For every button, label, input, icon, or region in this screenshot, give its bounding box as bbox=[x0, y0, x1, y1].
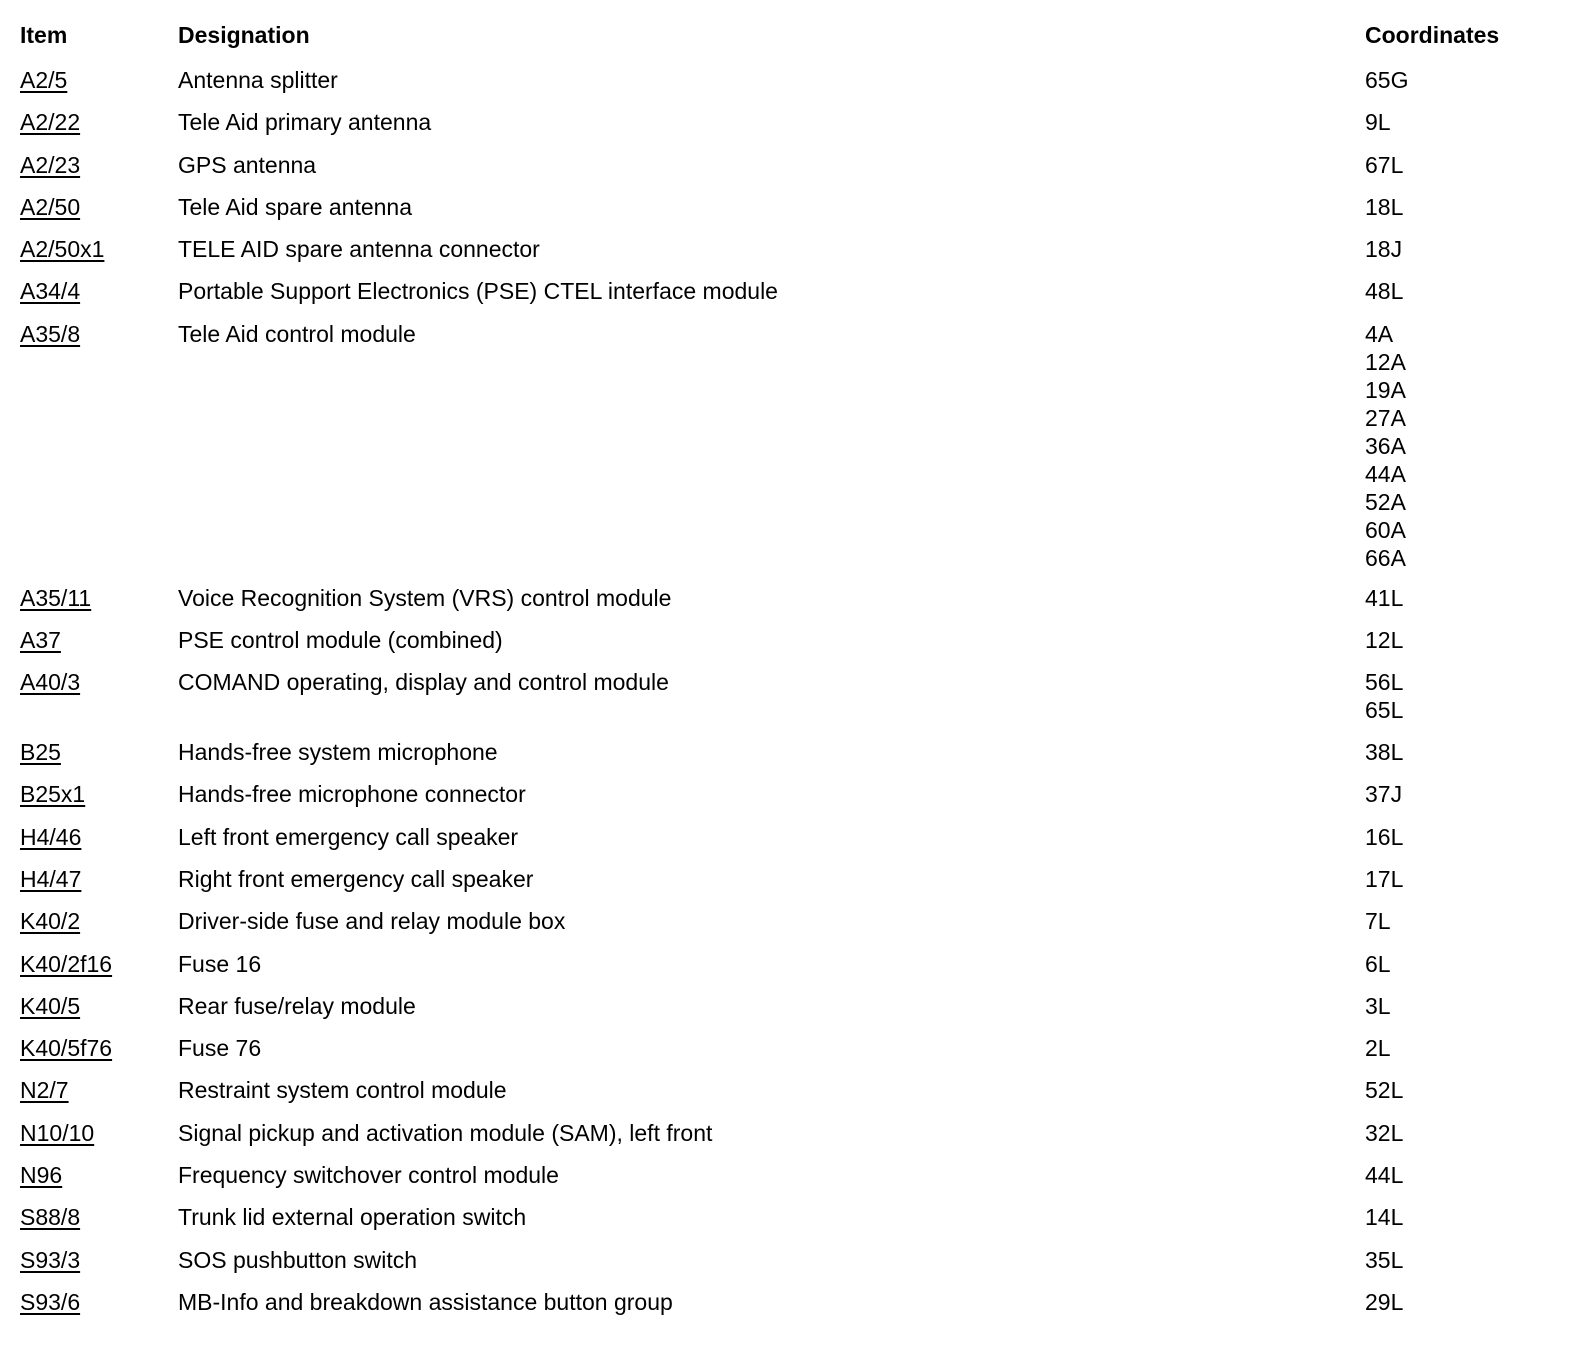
item-link[interactable]: A35/11 bbox=[20, 584, 92, 611]
item-link[interactable]: A2/50x1 bbox=[20, 236, 105, 263]
table-row bbox=[0, 108, 1584, 150]
table-row bbox=[0, 1161, 1584, 1203]
coordinates-cell bbox=[1365, 668, 1565, 724]
table-row bbox=[0, 277, 1584, 319]
designation-column-header: Designation bbox=[178, 22, 310, 48]
designation-cell: Tele Aid control module bbox=[178, 320, 416, 347]
coordinates-cell bbox=[1365, 151, 1565, 179]
coordinates-cell bbox=[1365, 584, 1565, 612]
designation-cell: Frequency switchover control module bbox=[178, 1162, 559, 1189]
designation-cell: TELE AID spare antenna connector bbox=[178, 236, 540, 263]
coordinate-value: 65L bbox=[1365, 697, 1404, 724]
designation-cell: Driver-side fuse and relay module box bbox=[178, 908, 566, 935]
table-row bbox=[0, 151, 1584, 193]
coordinate-value: 41L bbox=[1365, 584, 1404, 611]
coordinates-cell bbox=[1365, 950, 1565, 978]
table-row bbox=[0, 780, 1584, 822]
coordinates-cell bbox=[1365, 1076, 1565, 1104]
coordinate-value: 4A bbox=[1365, 320, 1394, 347]
item-link[interactable]: S93/3 bbox=[20, 1246, 81, 1273]
table-header-row bbox=[0, 22, 1584, 66]
coordinate-value: 29L bbox=[1365, 1288, 1404, 1315]
coordinate-value: 18L bbox=[1365, 193, 1404, 220]
coordinates-cell bbox=[1365, 907, 1565, 935]
item-link[interactable]: A35/8 bbox=[20, 320, 81, 347]
coordinate-value: 36A bbox=[1365, 432, 1406, 459]
table-row bbox=[0, 823, 1584, 865]
item-link[interactable]: A34/4 bbox=[20, 278, 81, 305]
coordinate-value: 32L bbox=[1365, 1119, 1404, 1146]
table-row bbox=[0, 668, 1584, 738]
item-link[interactable]: H4/46 bbox=[20, 823, 82, 850]
coordinate-value: 2L bbox=[1365, 1035, 1391, 1062]
item-link[interactable]: A2/50 bbox=[20, 193, 81, 220]
designation-cell: SOS pushbutton switch bbox=[178, 1246, 418, 1273]
item-link[interactable]: H4/47 bbox=[20, 865, 82, 892]
designation-cell: Right front emergency call speaker bbox=[178, 865, 534, 892]
coordinates-cell bbox=[1365, 1161, 1565, 1189]
designation-cell: Tele Aid spare antenna bbox=[178, 193, 413, 220]
coordinate-value: 44A bbox=[1365, 460, 1406, 487]
item-link[interactable]: B25x1 bbox=[20, 781, 86, 808]
coordinates-cell bbox=[1365, 320, 1565, 572]
table-row bbox=[0, 738, 1584, 780]
coordinates-cell bbox=[1365, 780, 1565, 808]
coordinate-value: 38L bbox=[1365, 739, 1404, 766]
designation-cell: Voice Recognition System (VRS) control module bbox=[178, 584, 672, 611]
item-column-header: Item bbox=[20, 22, 68, 48]
designation-cell: Antenna splitter bbox=[178, 67, 338, 93]
designation-cell: Portable Support Electronics (PSE) CTEL interface module bbox=[178, 278, 778, 305]
designation-cell: MB-Info and breakdown assistance button group bbox=[178, 1288, 673, 1315]
coordinate-value: 6L bbox=[1365, 950, 1391, 977]
table-row bbox=[0, 235, 1584, 277]
coordinates-cell bbox=[1365, 193, 1565, 221]
designation-cell: PSE control module (combined) bbox=[178, 626, 503, 653]
item-link[interactable]: K40/5f76 bbox=[20, 1035, 113, 1062]
table-row bbox=[0, 1119, 1584, 1161]
item-link[interactable]: A37 bbox=[20, 626, 61, 653]
coordinate-value: 7L bbox=[1365, 908, 1391, 935]
coordinate-value: 27A bbox=[1365, 404, 1406, 431]
designation-cell: Hands-free microphone connector bbox=[178, 781, 526, 808]
coordinates-cell bbox=[1365, 66, 1565, 94]
table-row bbox=[0, 584, 1584, 626]
coordinates-cell bbox=[1365, 992, 1565, 1020]
coordinates-cell bbox=[1365, 1034, 1565, 1062]
table-row bbox=[0, 626, 1584, 668]
item-link[interactable]: K40/2f16 bbox=[20, 950, 113, 977]
coordinate-value: 18J bbox=[1365, 236, 1403, 263]
item-link[interactable]: S93/6 bbox=[20, 1288, 81, 1315]
table-row bbox=[0, 1246, 1584, 1288]
item-link[interactable]: A2/5 bbox=[20, 67, 68, 93]
designation-cell: Tele Aid primary antenna bbox=[178, 109, 432, 136]
table-row bbox=[0, 193, 1584, 235]
coordinates-cell bbox=[1365, 823, 1565, 851]
item-link[interactable]: A2/22 bbox=[20, 109, 81, 136]
table-row bbox=[0, 1034, 1584, 1076]
item-link[interactable]: S88/8 bbox=[20, 1204, 81, 1231]
coordinate-value: 17L bbox=[1365, 865, 1404, 892]
coordinate-value: 60A bbox=[1365, 516, 1406, 543]
coordinates-cell bbox=[1365, 108, 1565, 136]
item-link[interactable]: K40/5 bbox=[20, 992, 81, 1019]
designation-cell: COMAND operating, display and control module bbox=[178, 669, 669, 696]
item-link[interactable]: N10/10 bbox=[20, 1119, 95, 1146]
designation-cell: Hands-free system microphone bbox=[178, 739, 498, 766]
item-link[interactable]: K40/2 bbox=[20, 908, 81, 935]
coordinate-value: 52A bbox=[1365, 488, 1406, 515]
designation-cell: Fuse 16 bbox=[178, 950, 262, 977]
coordinates-cell bbox=[1365, 626, 1565, 654]
item-link[interactable]: A2/23 bbox=[20, 151, 81, 178]
coordinate-value: 9L bbox=[1365, 109, 1391, 136]
designation-cell: Trunk lid external operation switch bbox=[178, 1204, 527, 1231]
coordinates-cell bbox=[1365, 277, 1565, 305]
coordinates-cell bbox=[1365, 1203, 1565, 1231]
coordinate-value: 37J bbox=[1365, 781, 1403, 808]
item-link[interactable]: B25 bbox=[20, 739, 61, 766]
table-row bbox=[0, 320, 1584, 584]
table-row bbox=[0, 865, 1584, 907]
coordinate-value: 19A bbox=[1365, 376, 1406, 403]
designation-cell: Left front emergency call speaker bbox=[178, 823, 519, 850]
coordinate-value: 3L bbox=[1365, 992, 1391, 1019]
item-link[interactable]: N96 bbox=[20, 1162, 63, 1189]
table-row bbox=[0, 1076, 1584, 1118]
table-row bbox=[0, 992, 1584, 1034]
coordinate-value: 44L bbox=[1365, 1162, 1404, 1189]
coordinate-value: 48L bbox=[1365, 278, 1404, 305]
item-link[interactable]: A40/3 bbox=[20, 669, 81, 696]
coordinate-value: 14L bbox=[1365, 1204, 1404, 1231]
coordinates-cell bbox=[1365, 738, 1565, 766]
component-legend-table bbox=[0, 22, 1584, 1330]
coordinate-value: 35L bbox=[1365, 1246, 1404, 1273]
item-link[interactable]: N2/7 bbox=[20, 1077, 69, 1104]
table-row bbox=[0, 950, 1584, 992]
coordinate-value: 52L bbox=[1365, 1077, 1404, 1104]
table-row bbox=[0, 66, 1584, 108]
designation-cell: Rear fuse/relay module bbox=[178, 992, 416, 1019]
designation-cell: GPS antenna bbox=[178, 151, 317, 178]
designation-cell: Signal pickup and activation module (SAM), left front bbox=[178, 1119, 713, 1146]
table-row bbox=[0, 907, 1584, 949]
coordinates-cell bbox=[1365, 1246, 1565, 1274]
designation-cell: Fuse 76 bbox=[178, 1035, 262, 1062]
coordinates-cell bbox=[1365, 865, 1565, 893]
coordinates-column-header: Coordinates bbox=[1365, 22, 1500, 48]
coordinates-cell bbox=[1365, 1288, 1565, 1316]
designation-cell: Restraint system control module bbox=[178, 1077, 507, 1104]
table-row bbox=[0, 1288, 1584, 1330]
coordinate-value: 56L bbox=[1365, 669, 1404, 696]
table-row bbox=[0, 1203, 1584, 1245]
coordinates-cell bbox=[1365, 235, 1565, 263]
coordinate-value: 67L bbox=[1365, 151, 1404, 178]
coordinate-value: 12A bbox=[1365, 348, 1406, 375]
table-body bbox=[0, 66, 1584, 1330]
coordinate-value: 65G bbox=[1365, 67, 1409, 93]
coordinates-cell bbox=[1365, 1119, 1565, 1147]
coordinate-value: 16L bbox=[1365, 823, 1404, 850]
coordinate-value: 12L bbox=[1365, 626, 1404, 653]
coordinate-value: 66A bbox=[1365, 544, 1406, 571]
